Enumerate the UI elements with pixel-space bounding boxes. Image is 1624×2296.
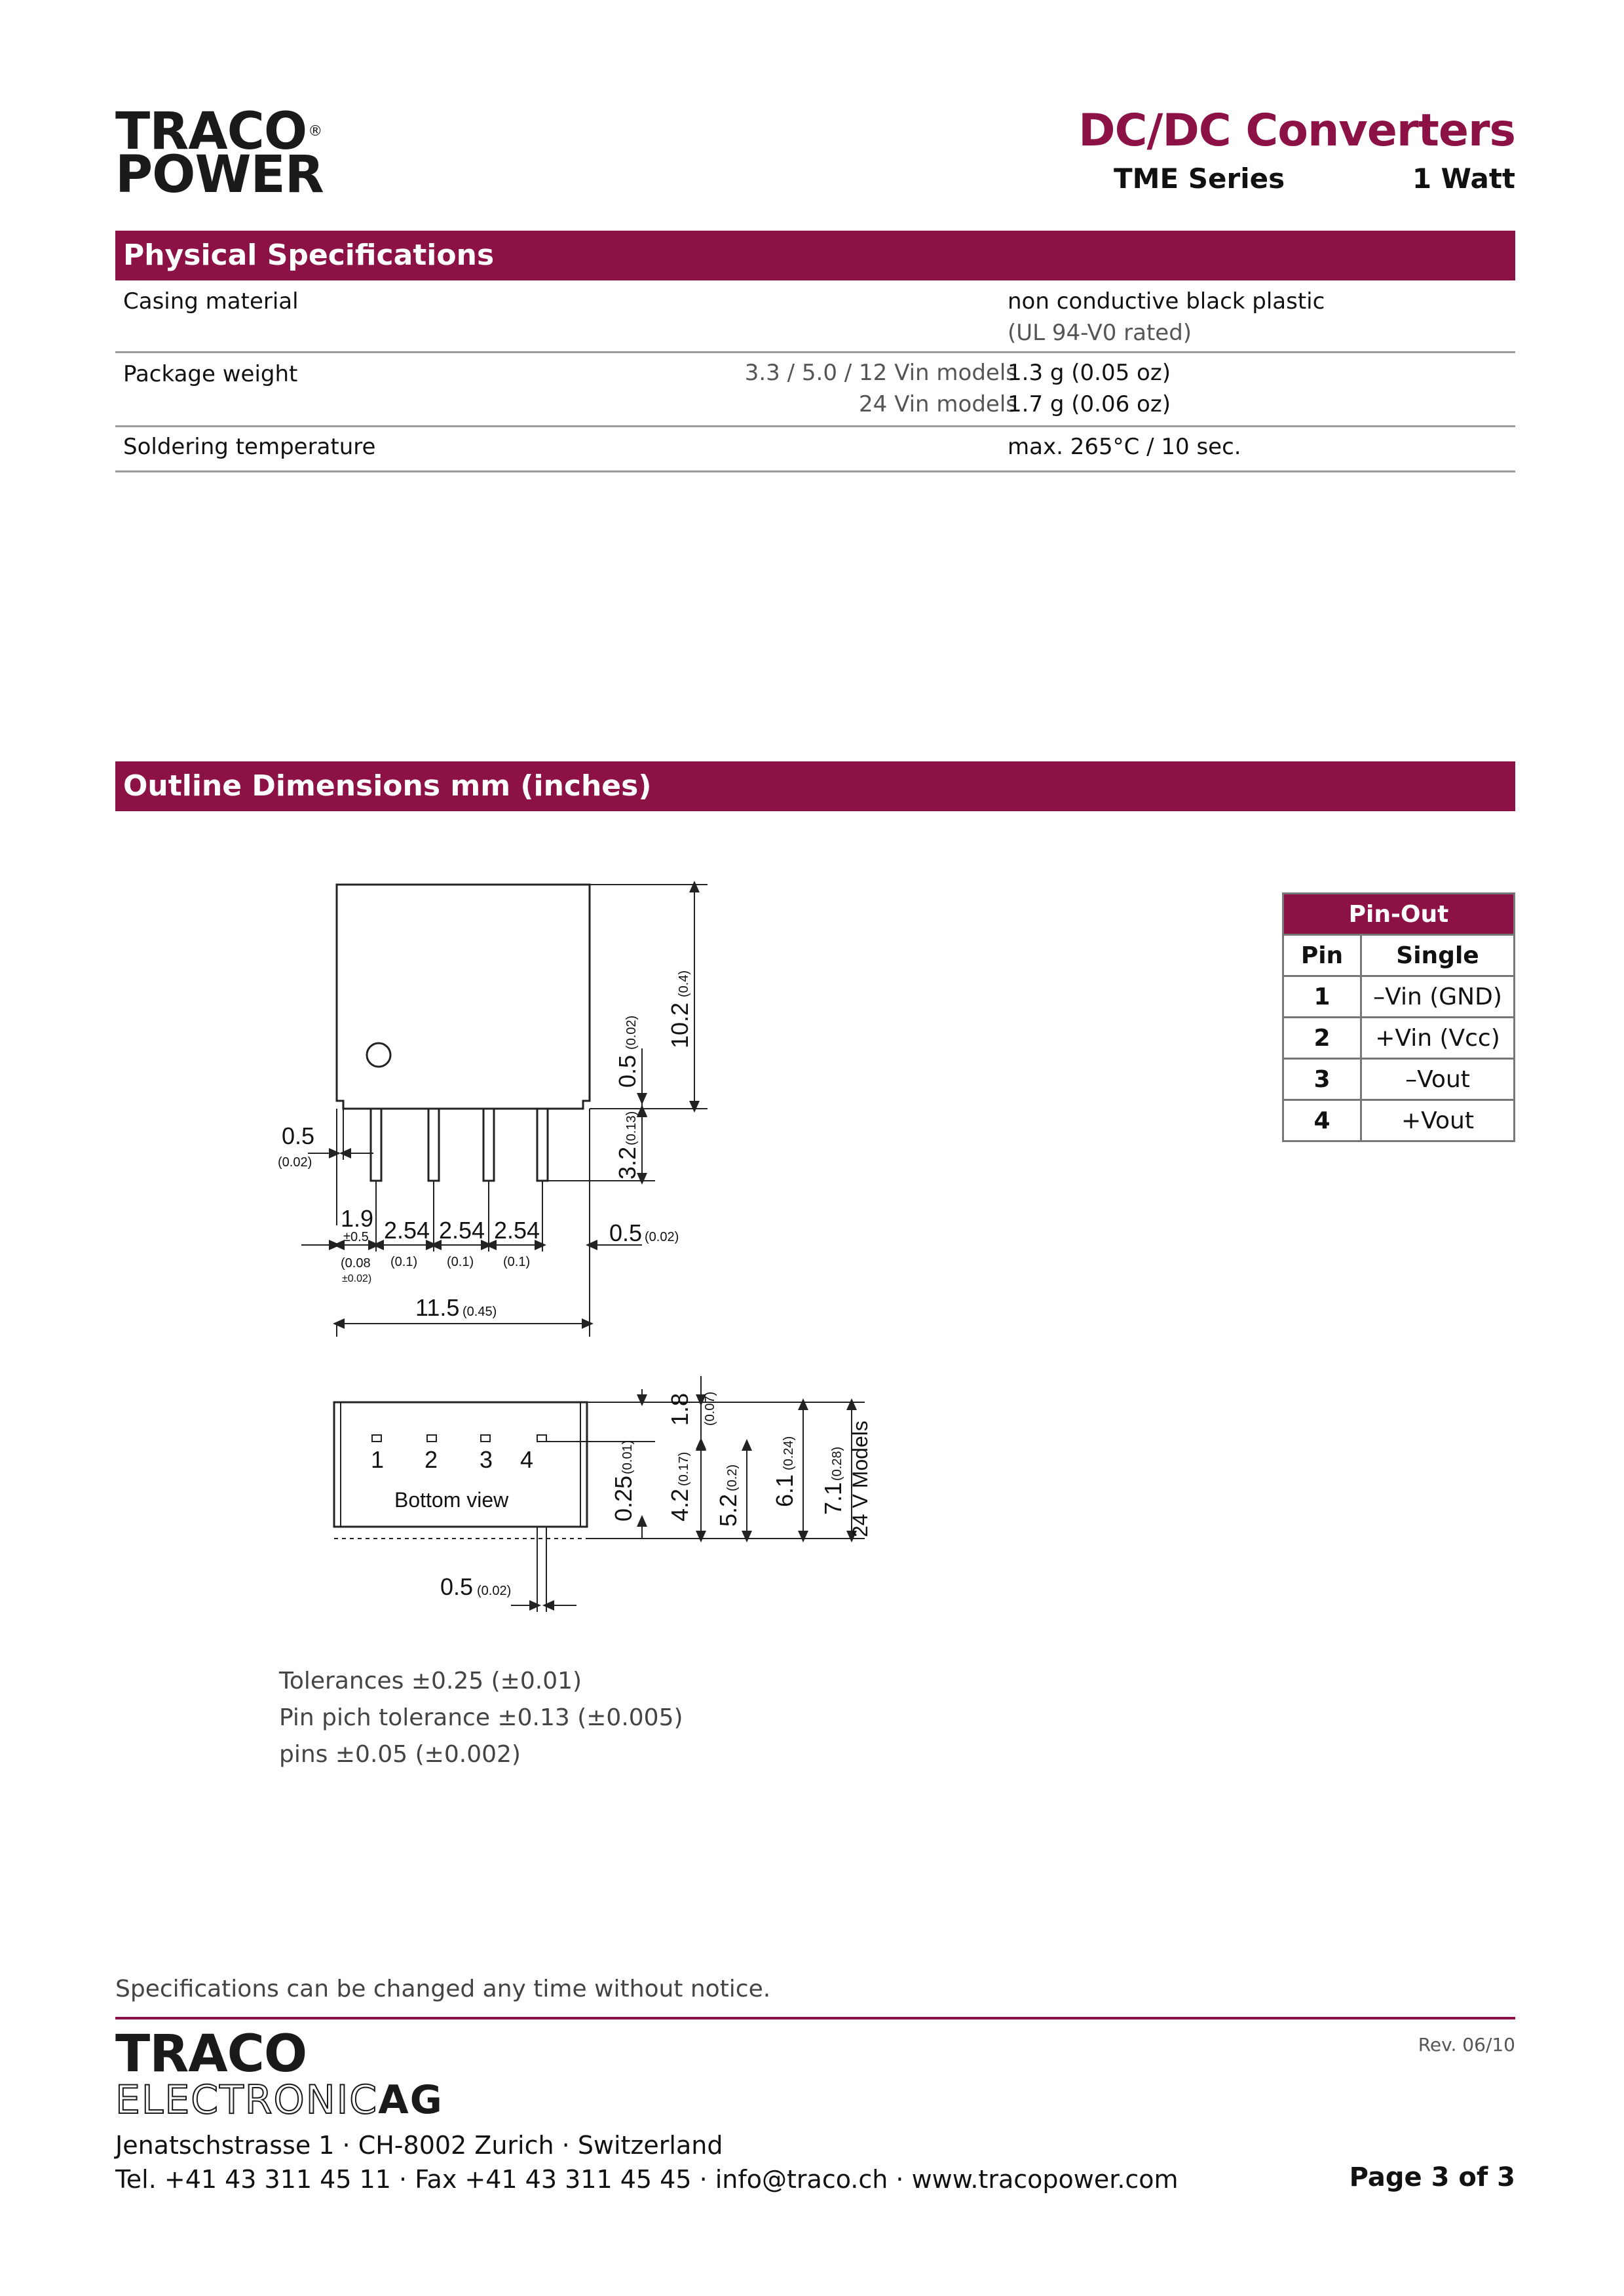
tolerance-line: Pin pich tolerance ±0.13 (±0.005) (279, 1704, 683, 1731)
outline-drawing (249, 852, 943, 1638)
dim-pitch: 2.54 (494, 1217, 540, 1244)
dim-bv-c-in: (0.2) (725, 1464, 740, 1491)
dim-gap-in: (0.02) (624, 1015, 639, 1050)
table-row (1283, 1018, 1515, 1059)
physical-spec-heading: Physical Specifications (115, 231, 1515, 280)
spec-model-note: 3.3 / 5.0 / 12 Vin models 24 Vin models (744, 360, 1017, 417)
pin-cell: 2 (1283, 1018, 1361, 1059)
function-cell: +Vout (1361, 1100, 1515, 1141)
pin (483, 1109, 494, 1181)
pin (537, 1109, 548, 1181)
pin-number: 2 (425, 1446, 438, 1473)
dim-bv-e-note: 24 V Models (848, 1421, 872, 1537)
dim-left-offset: 0.5 (282, 1122, 315, 1149)
spec-row-weight (115, 353, 1515, 427)
spec-label: Casing material (123, 288, 299, 315)
dim-first-pin-in: (0.08 (341, 1256, 371, 1271)
pin-cell: 1 (1283, 976, 1361, 1018)
dim-height: 10.2 (666, 1002, 693, 1048)
col-single-header: Single (1361, 935, 1515, 976)
pin-pad (481, 1435, 490, 1442)
pin (371, 1109, 381, 1181)
footer-note: Specifications can be changed any time without notice. (115, 1976, 771, 2002)
pin-number: 1 (371, 1446, 385, 1473)
col-pin-header: Pin (1283, 935, 1361, 976)
company-address: Jenatschstrasse 1 · CH-8002 Zurich · Switzerland Tel. +41 43 311 45 11 · Fax +41 43 311 45 45 · info@traco.ch · www.tracopower.com (115, 2131, 1179, 2194)
dim-bv-b-in: (0.17) (677, 1451, 691, 1486)
dim-pin-length: 3.2 (614, 1146, 641, 1179)
tolerance-line: pins ±0.05 (±0.002) (279, 1741, 521, 1768)
traco-power-logo: TRACO® POWER (115, 102, 324, 204)
dim-pitch: 2.54 (384, 1217, 430, 1244)
dim-pitch: 2.54 (439, 1217, 485, 1244)
dim-width: 11.5 (415, 1294, 460, 1321)
dim-width-in: (0.45) (463, 1305, 497, 1319)
dim-right-offset-in: (0.02) (645, 1230, 679, 1244)
dim-bv-a-in: (0.01) (620, 1440, 635, 1474)
dim-gap: 0.5 (614, 1054, 641, 1088)
module-body (337, 885, 590, 1109)
spec-label: Package weight (123, 361, 298, 387)
dim-height-in: (0.4) (677, 970, 691, 997)
footer-divider (115, 2017, 1515, 2019)
dim-bv-d-in: (0.24) (782, 1436, 796, 1470)
tolerances-block (279, 1663, 683, 1773)
dim-left-offset-in: (0.02) (278, 1155, 312, 1170)
dim-bv-top-in: (0.07) (703, 1391, 717, 1426)
pin-cell: 4 (1283, 1100, 1361, 1141)
dim-first-pin: 1.9 (341, 1205, 374, 1232)
revision: Rev. 06/10 (1418, 2034, 1515, 2056)
spec-value: max. 265°C / 10 sec. (1008, 434, 1241, 460)
function-cell: +Vin (Vcc) (1361, 1018, 1515, 1059)
dim-pin-length-in: (0.13) (624, 1111, 639, 1145)
function-cell: –Vout (1361, 1059, 1515, 1100)
pinout-title: Pin-Out (1283, 894, 1515, 935)
spec-row-soldering (115, 427, 1515, 472)
pin-cell: 3 (1283, 1059, 1361, 1100)
pin-pad (372, 1435, 381, 1442)
dim-pin-width-in: (0.02) (477, 1584, 512, 1598)
dim-bv-c: 5.2 (715, 1493, 742, 1527)
power-rating: 1 Watt (1412, 163, 1515, 195)
traco-electronic-logo: TRACO (115, 2025, 307, 2084)
function-cell: –Vin (GND) (1361, 976, 1515, 1018)
pin1-marker (367, 1043, 390, 1067)
pin-number: 4 (520, 1446, 534, 1473)
dim-pitch-in: (0.1) (447, 1255, 474, 1269)
bottom-view-label: Bottom view (394, 1488, 509, 1512)
document-title: DC/DC Converters (1078, 105, 1515, 157)
dim-right-offset: 0.5 (609, 1219, 643, 1246)
spec-value: non conductive black plastic (UL 94-V0 rated) (1008, 288, 1325, 346)
dim-first-pin-in-tol: ±0.02) (342, 1273, 372, 1284)
dim-bv-b: 4.2 (666, 1488, 693, 1521)
spec-value: 1.3 g (0.05 oz) 1.7 g (0.06 oz) (1008, 360, 1171, 417)
tolerance-line: Tolerances ±0.25 (±0.01) (279, 1668, 582, 1694)
dim-bv-e: 7.1 (820, 1482, 846, 1515)
dim-bv-a: 0.25 (610, 1475, 637, 1521)
pin-pad (427, 1435, 436, 1442)
dim-bv-d: 6.1 (771, 1474, 798, 1507)
outline-dimensions-heading: Outline Dimensions mm (inches) (115, 761, 1515, 811)
pinout-table (1282, 892, 1515, 1142)
electronic-ag-logo: ELECTRONICAG (115, 2077, 444, 2123)
table-row (1283, 1059, 1515, 1100)
dim-pitch-in: (0.1) (503, 1255, 531, 1269)
pin-pad (537, 1435, 546, 1442)
page-number: Page 3 of 3 (1349, 2162, 1515, 2192)
dim-pin-width: 0.5 (440, 1573, 474, 1600)
table-row (1283, 1100, 1515, 1141)
series-name: TME Series (1114, 163, 1285, 195)
spec-label: Soldering temperature (123, 434, 376, 460)
dim-first-pin-tol: ±0.5 (343, 1230, 369, 1244)
table-row (1283, 976, 1515, 1018)
pin (428, 1109, 439, 1181)
pin-number: 3 (480, 1446, 493, 1473)
dim-pitch-in: (0.1) (390, 1255, 418, 1269)
dim-bv-e-in: (0.28) (830, 1446, 844, 1481)
spec-row-casing (115, 280, 1515, 353)
dim-bv-top: 1.8 (666, 1392, 693, 1426)
